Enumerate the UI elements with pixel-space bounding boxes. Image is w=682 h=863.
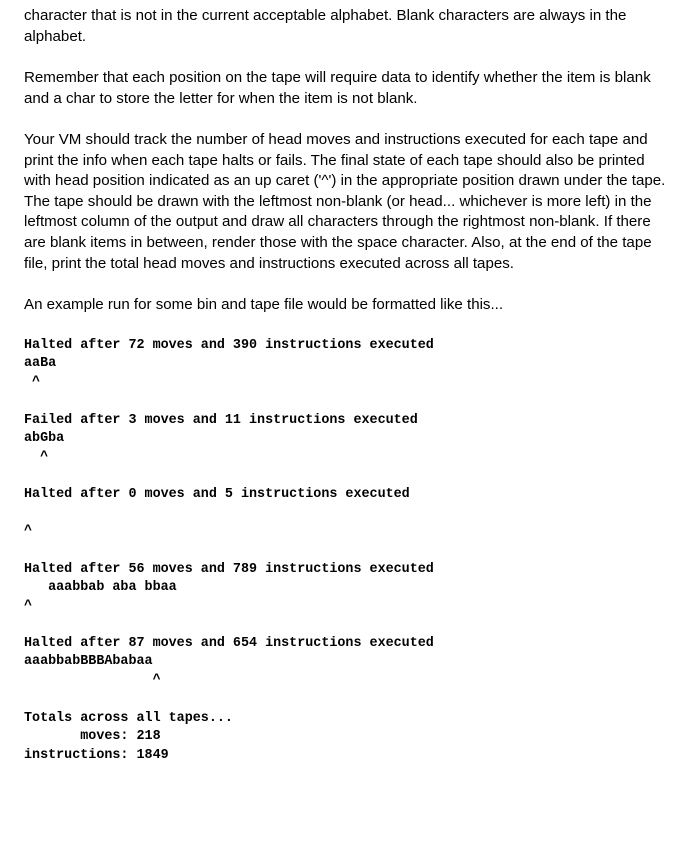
paragraph-example-intro: An example run for some bin and tape file would be formatted like this... [24,296,504,313]
run-status-line: Failed after 3 moves and 11 instructions executed [24,413,418,428]
example-run-1 [24,337,434,392]
example-run-5 [24,635,434,690]
run-status-line: Halted after 87 moves and 654 instructions executed [24,636,434,651]
paragraph-tape-storage: Remember that each position on the tape will require data to identify whether the item is blank and a char to store the letter for when the item is not blank. [24,69,651,107]
paragraph-alphabet-note: character that is not in the current acceptable alphabet. Blank characters are always in the alphabet. [24,7,627,45]
run-head-caret: ^ [24,672,161,688]
run-status-line: Halted after 0 moves and 5 instructions executed [24,487,410,502]
example-run-2 [24,412,418,467]
totals-header: Totals across all tapes... [24,711,233,726]
run-head-caret: ^ [24,449,49,465]
run-tape-line: aaabbab aba bbaa [24,580,177,596]
example-run-3 [24,486,410,541]
run-tape-line: aaabbabBBBAbabaa [24,654,153,670]
run-head-caret: ^ [24,374,41,390]
run-tape-line [24,504,410,522]
run-status-line: Halted after 72 moves and 390 instructions executed [24,338,434,353]
example-run-4 [24,561,434,616]
run-tape-line: aaBa [24,356,57,372]
run-status-line: Halted after 56 moves and 789 instructions executed [24,562,434,577]
totals-instructions: instructions: 1849 [24,747,169,763]
run-head-caret: ^ [24,523,33,539]
totals-block [24,710,233,765]
run-head-caret: ^ [24,598,33,614]
paragraph-vm-tracking: Your VM should track the number of head moves and instructions executed for each tape and print the info when each tape halts or fails. The final state of each tape should also be printed with head position indicated as an up caret ('^') in the appropriate position drawn under the tape. The tape should be drawn with the leftmost non-blank (or head... whichever is more left) in the leftmost column of the output and draw all characters through the rightmost non-blank. If there are blank items in between, render those with the space character. Also, at the end of the tape file, print the total head moves and instructions executed across all tapes. [24,131,666,272]
run-tape-line: abGba [24,431,65,447]
totals-moves: moves: 218 [24,729,161,745]
